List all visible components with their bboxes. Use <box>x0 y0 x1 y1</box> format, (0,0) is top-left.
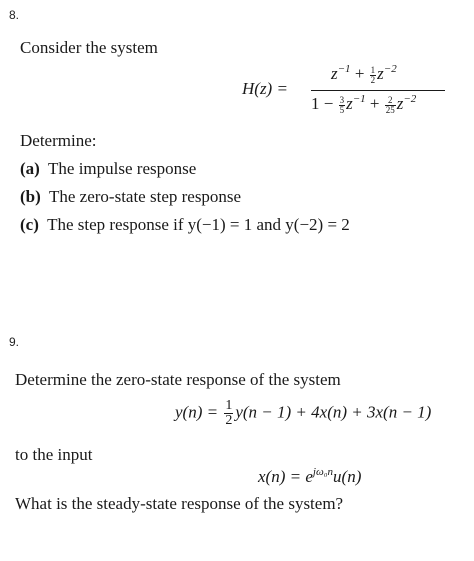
part-a: (a) The impulse response <box>20 159 197 178</box>
numerator-fraction: $\frac{1}{2}$ <box>370 64 376 85</box>
fraction-bar <box>311 90 445 91</box>
problem-9-intro: Determine the zero-state response of the system <box>15 370 341 389</box>
determine-label: Determine: <box>20 131 97 150</box>
to-input-label: to the input <box>15 445 93 464</box>
problem-9-number: 9. <box>9 335 20 349</box>
denominator-fraction-2: $\frac{2}{25}$ <box>385 94 395 115</box>
problem-8-number: 8. <box>9 8 20 22</box>
transfer-numerator: $z^{-1}$ + $\frac{1}{2}$ $z^{-2}$ <box>331 63 397 85</box>
transfer-lhs: H(z) = <box>242 79 288 98</box>
problem-8-intro: Consider the system <box>20 38 158 57</box>
denominator-fraction-1: $\frac{3}{5}$ <box>339 94 345 115</box>
part-c: (c) The step response if y(−1) = 1 and y(−2) = 2 <box>20 215 350 234</box>
difference-equation: y(n) = $\frac{1}{2}$ y(n − 1) + 4x(n) + 3x(n − 1) <box>175 398 432 428</box>
input-equation: $x(n) = e^{j\omega_0n}u(n)$ <box>258 466 362 486</box>
transfer-denominator: 1 − $\frac{3}{5}$ $z^{-1}$ + $\frac{2}{25}$ $z^{-2}$ <box>311 93 417 115</box>
part-b: (b) The zero-state step response <box>20 187 242 206</box>
half-fraction: $\frac{1}{2}$ <box>225 398 233 428</box>
steady-state-question: What is the steady-state response of the system? <box>15 494 344 513</box>
